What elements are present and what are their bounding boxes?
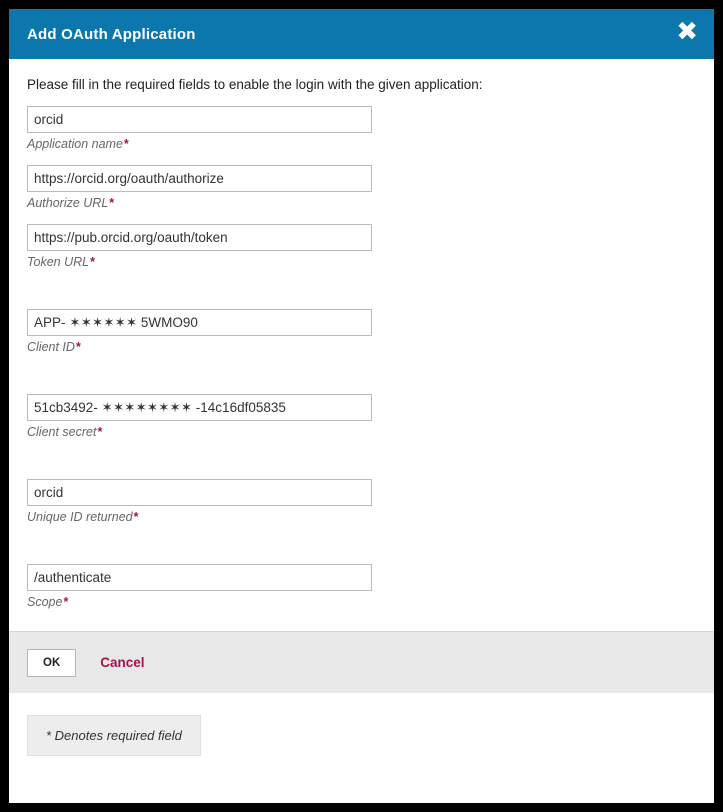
token-url-label-text: Token URL	[27, 255, 90, 269]
field-spacer	[27, 538, 696, 564]
required-marker: *	[123, 137, 129, 151]
scope-label-text: Scope	[27, 595, 63, 609]
field-spacer	[27, 283, 696, 309]
application-name-input[interactable]	[27, 106, 372, 133]
ok-button[interactable]: OK	[27, 649, 76, 677]
dialog-body	[9, 59, 714, 631]
client-id-label	[27, 340, 696, 354]
field-spacer	[27, 368, 696, 394]
cancel-button[interactable]: Cancel	[100, 655, 145, 670]
dialog-titlebar	[9, 9, 714, 59]
unique-id-returned-label	[27, 510, 696, 524]
unique-id-returned-label-text: Unique ID returned	[27, 510, 133, 524]
field-scope	[27, 564, 696, 609]
client-secret-label-text: Client secret	[27, 425, 97, 439]
client-secret-label	[27, 425, 696, 439]
field-unique-id-returned	[27, 479, 696, 524]
field-token-url	[27, 224, 696, 269]
unique-id-returned-input[interactable]	[27, 479, 372, 506]
required-marker: *	[109, 196, 115, 210]
field-application-name	[27, 106, 696, 151]
client-id-input[interactable]	[27, 309, 372, 336]
authorize-url-label-text: Authorize URL	[27, 196, 109, 210]
intro-text: Please fill in the required fields to enable the login with the given application:	[27, 77, 483, 92]
close-icon[interactable]: ✖	[676, 17, 698, 47]
required-marker: *	[90, 255, 95, 269]
required-marker: *	[97, 425, 103, 439]
token-url-input[interactable]	[27, 224, 372, 251]
authorize-url-label	[27, 196, 696, 210]
required-field-note: * Denotes required field	[27, 715, 201, 756]
required-marker: *	[63, 595, 69, 609]
authorize-url-input[interactable]	[27, 165, 372, 192]
application-name-label-text: Application name	[27, 137, 123, 151]
field-authorize-url	[27, 165, 696, 210]
client-id-label-text: Client ID	[27, 340, 75, 354]
add-oauth-application-dialog	[9, 9, 714, 803]
field-spacer	[27, 453, 696, 479]
token-url-label	[27, 255, 696, 269]
field-client-secret	[27, 394, 696, 439]
dialog-title: Add OAuth Application	[27, 25, 196, 43]
field-client-id	[27, 309, 696, 354]
scope-label	[27, 595, 696, 609]
application-name-label	[27, 137, 696, 151]
required-marker: *	[133, 510, 139, 524]
client-secret-input[interactable]	[27, 394, 372, 421]
dialog-note-area	[9, 693, 714, 803]
required-marker: *	[75, 340, 81, 354]
dialog-footer	[9, 631, 714, 693]
scope-input[interactable]	[27, 564, 372, 591]
